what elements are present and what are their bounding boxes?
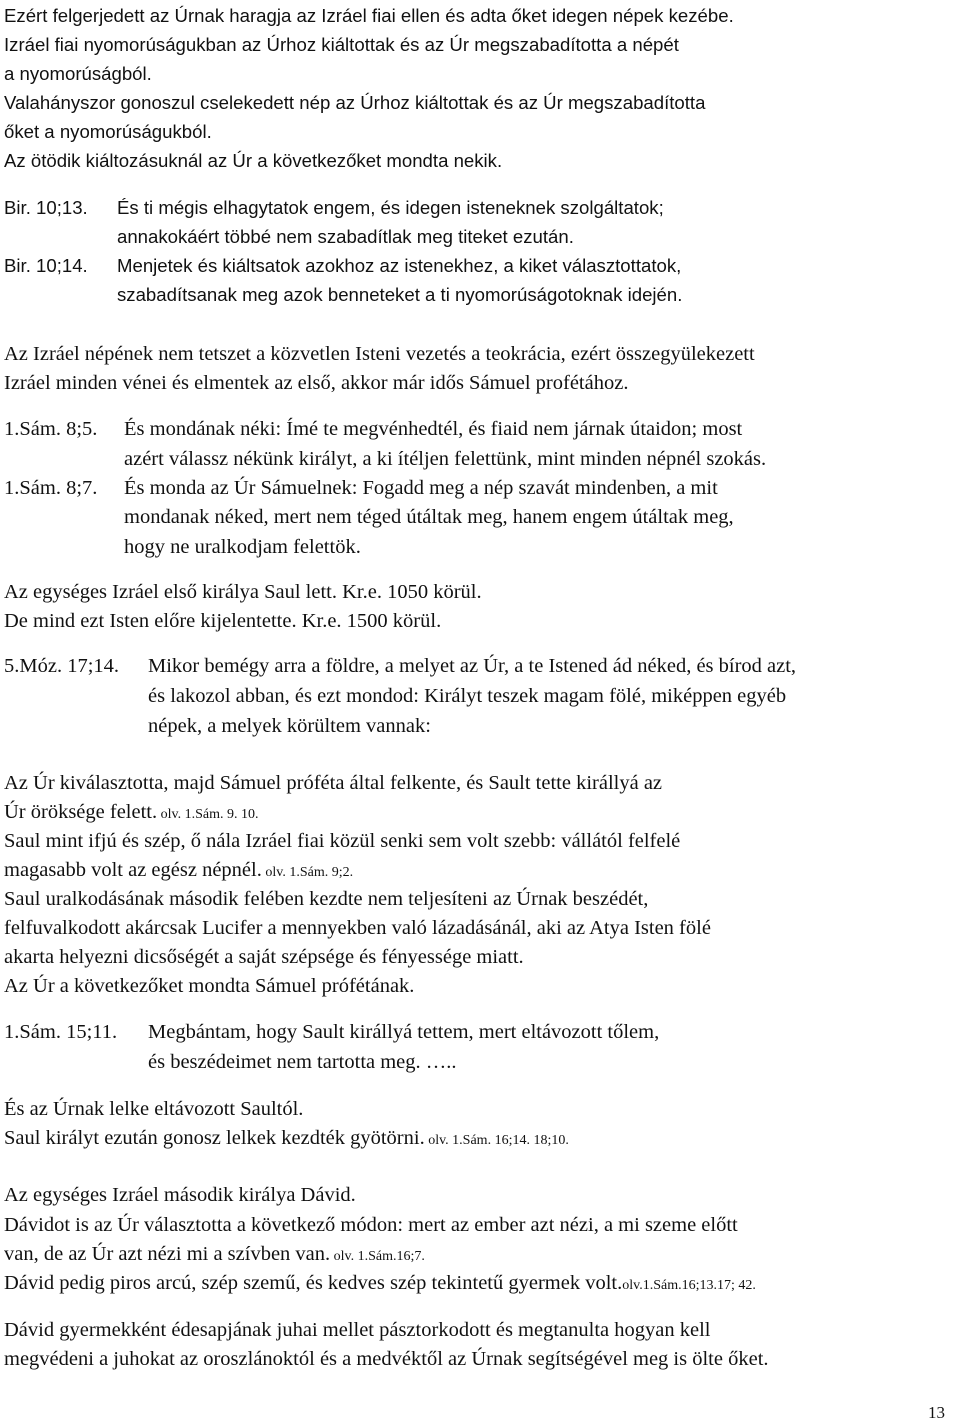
paragraph-line: őket a nyomorúságukból. — [4, 121, 212, 142]
paragraph-line: Az Úr a következőket mondta Sámuel prófétának. — [4, 975, 415, 997]
verse-reference: Bir. 10;14. — [4, 255, 88, 276]
paragraph-line: Ezért felgerjedett az Úrnak haragja az Izráel fiai ellen és adta őket idegen népek kezébe. — [4, 5, 734, 26]
citation-ref: olv.1.Sám.16;13.17; 42. — [622, 1278, 756, 1293]
verse-text: És monda az Úr Sámuelnek: Fogadd meg a nép szavát mindenben, a mit — [124, 477, 718, 499]
citation-ref: olv. 1.Sám. 9. 10. — [157, 807, 259, 822]
verse-text: hogy ne uralkodjam felettök. — [124, 536, 361, 558]
verse-text: szabadítsanak meg azok benneteket a ti nyomorúságotoknak idején. — [117, 284, 683, 305]
verse-reference: 1.Sám. 8;5. — [4, 418, 98, 440]
paragraph-line: Az Úr kiválasztotta, majd Sámuel próféta által felkente, és Sault tette királlyá az — [4, 772, 663, 794]
page-number: 13 — [928, 1403, 945, 1422]
verse-reference: 1.Sám. 8;7. — [4, 477, 98, 499]
paragraph-line: Izráel fiai nyomorúságukban az Úrhoz kiáltottak és az Úr megszabadította a népét — [4, 34, 679, 55]
citation-ref: olv. 1.Sám. 16;14. 18;10. — [424, 1133, 569, 1148]
verse-text: annakokáért többé nem szabadítlak meg titeket ezután. — [117, 226, 574, 247]
paragraph-line: a nyomorúságból. — [4, 63, 152, 84]
paragraph-text: van, de az Úr azt nézi mi a szívben van. — [4, 1243, 331, 1265]
paragraph-line: Az egységes Izráel második királya Dávid. — [4, 1184, 356, 1206]
citation-ref: olv. 1.Sám. 9;2. — [261, 865, 354, 880]
paragraph-line: Saul uralkodásának második felében kezdte nem teljesíteni az Úrnak beszédét, — [4, 888, 649, 910]
verse-text: mondanak néked, mert nem téged útáltak meg, hanem engem útáltak meg, — [124, 506, 734, 528]
paragraph-line: Valahányszor gonoszul cselekedett nép az Úrhoz kiáltottak és az Úr megszabadította — [4, 92, 706, 113]
verse-reference: Bir. 10;13. — [4, 197, 88, 218]
paragraph-line: De mind ezt Isten előre kijelentette. Kr.e. 1500 körül. — [4, 610, 442, 632]
verse-text: és lakozol abban, és ezt mondod: Királyt teszek magam fölé, miképpen egyéb — [148, 685, 787, 707]
verse-text: Mikor bemégy arra a földre, a melyet az Úr, a te Istened ád néked, és bírod azt, — [148, 655, 797, 677]
paragraph-line: Az egységes Izráel első királya Saul lett. Kr.e. 1050 körül. — [4, 581, 482, 603]
verse-text: És ti mégis elhagytatok engem, és idegen isteneknek szolgáltatok; — [117, 197, 664, 218]
paragraph-line — [4, 1242, 425, 1269]
paragraph-line: Az ötödik kiáltozásuknál az Úr a következőket mondta nekik. — [4, 150, 503, 171]
paragraph-line — [4, 858, 353, 885]
citation-ref: olv. 1.Sám.16;7. — [330, 1249, 425, 1264]
paragraph-line — [4, 1126, 569, 1153]
verse-reference: 1.Sám. 15;11. — [4, 1021, 118, 1043]
verse-text: és beszédeimet nem tartotta meg. ….. — [148, 1051, 457, 1073]
verse-text: népek, a melyek körültem vannak: — [148, 715, 431, 737]
paragraph-line: Saul mint ifjú és szép, ő nála Izráel fiai közül senki sem volt szebb: vállától felfelé — [4, 830, 681, 852]
paragraph-line: megvédeni a juhokat az oroszlánoktól és a medvéktől az Úrnak segítségével meg is ölte őket. — [4, 1348, 769, 1370]
paragraph-line: Izráel minden vénei és elmentek az első, akkor már idős Sámuel profétához. — [4, 372, 629, 394]
paragraph-line: felfuvalkodott akárcsak Lucifer a mennyekben való lázadásánál, aki az Atya Isten fölé — [4, 917, 711, 939]
paragraph-line: Dávidot is az Úr választotta a következő módon: mert az ember azt nézi, a mi szeme előtt — [4, 1214, 738, 1236]
verse-text: azért válassz nékünk királyt, a ki ítéljen felettünk, mint minden népnél szokás. — [124, 448, 767, 470]
paragraph-line: Az Izráel népének nem tetszet a közvetlen Isteni vezetés a teokrácia, ezért összegyülekezett — [4, 343, 755, 365]
verse-text: És mondának néki: Ímé te megvénhedtél, és fiaid nem járnak útaidon; most — [124, 418, 743, 440]
verse-text: Megbántam, hogy Sault királlyá tettem, mert eltávozott tőlem, — [148, 1021, 660, 1043]
paragraph-line — [4, 800, 259, 827]
paragraph-line: Dávid gyermekként édesapjának juhai mellet pásztorkodott és megtanulta hogyan kell — [4, 1319, 711, 1341]
paragraph-text: Dávid pedig piros arcú, szép szemű, és kedves szép tekintetű gyermek volt. — [4, 1272, 623, 1294]
paragraph-text: Úr öröksége felett. — [4, 801, 158, 823]
verse-reference: 5.Móz. 17;14. — [4, 655, 120, 677]
paragraph-text: Saul királyt ezután gonosz lelkek kezdték gyötörni. — [4, 1127, 425, 1149]
paragraph-line: akarta helyezni dicsőségét a saját szépsége és fényessége miatt. — [4, 946, 524, 968]
verse-text: Menjetek és kiáltsatok azokhoz az istenekhez, a kiket választottatok, — [117, 255, 682, 276]
paragraph-text: magasabb volt az egész népnél. — [4, 859, 262, 881]
paragraph-line — [4, 1271, 756, 1298]
paragraph-line: És az Úrnak lelke eltávozott Saultól. — [4, 1098, 304, 1120]
